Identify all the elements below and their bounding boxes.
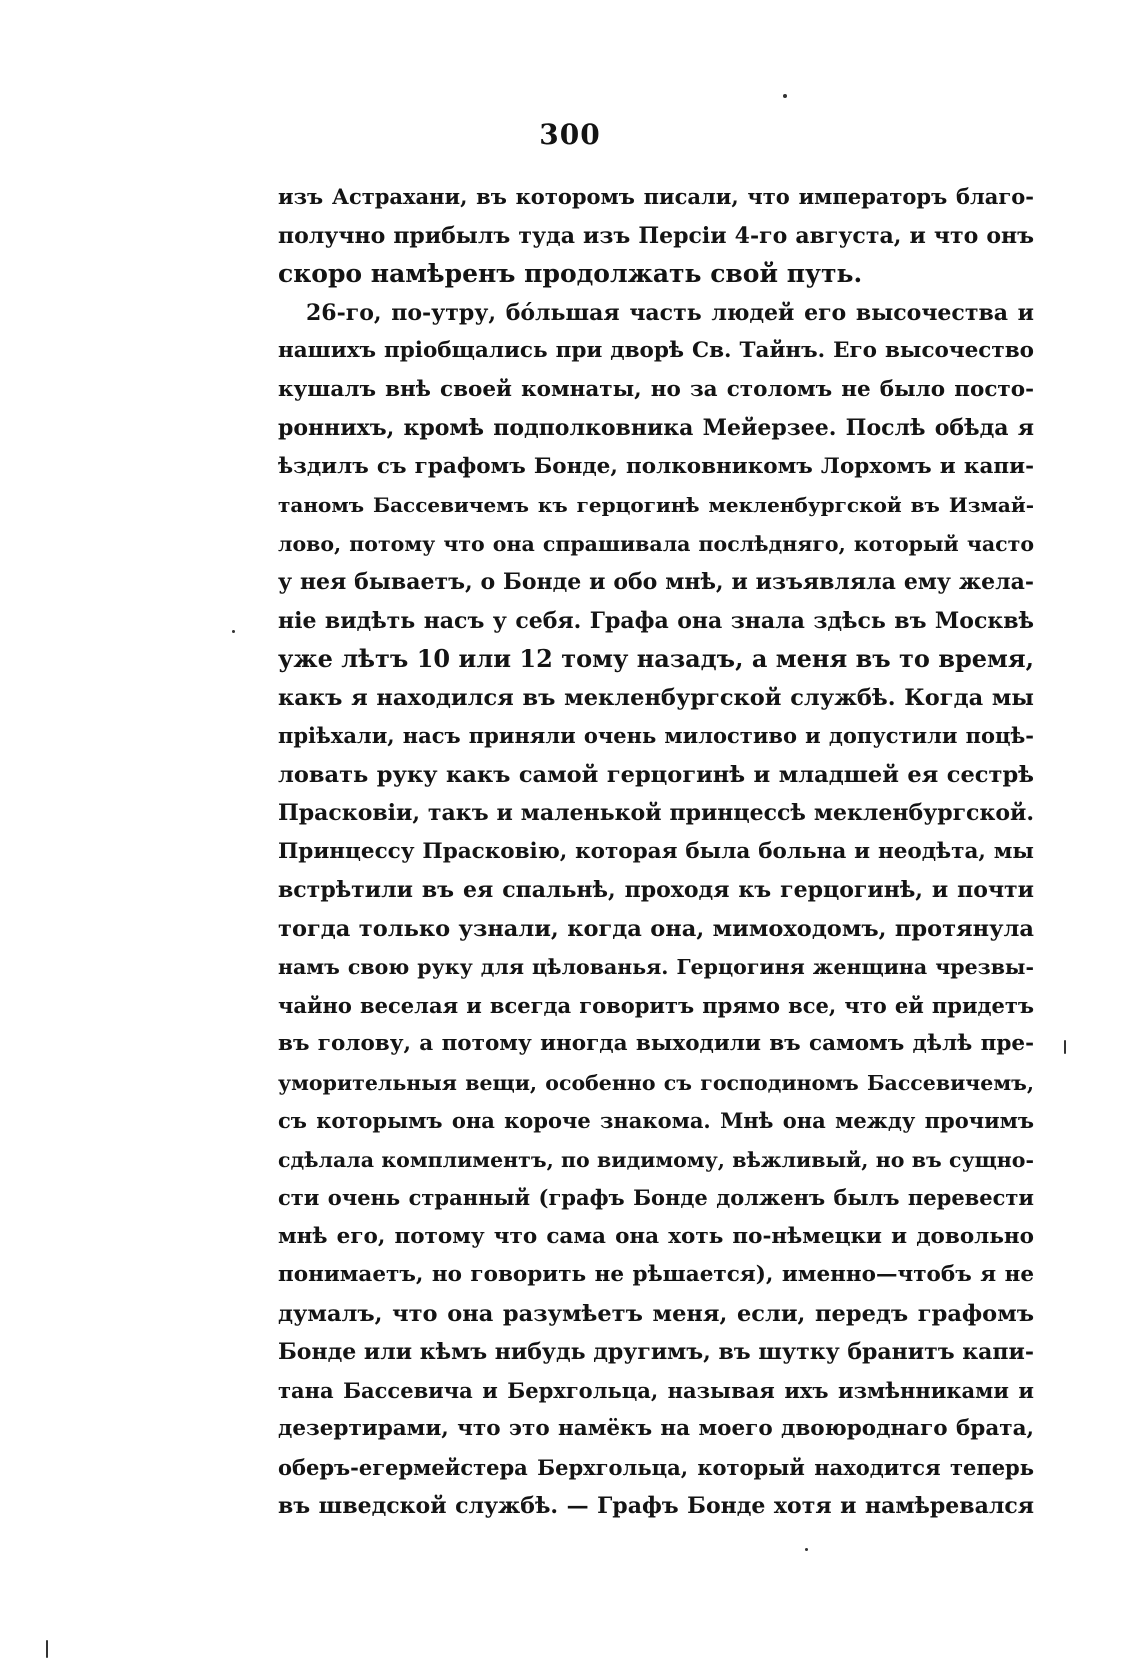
text-line: у нея бываетъ, о Бонде и обо мнѣ, и изъявляла ему жела- [278,569,1034,595]
text-line: лово, потому что она спрашивала послѣдняго, который часто [278,531,1034,556]
scan-speck [783,94,787,98]
text-line: въ шведской службѣ. — Графъ Бонде хотя и намѣревался [278,1493,1034,1519]
text-line: тана Бассевича и Берхгольца, называя ихъ измѣнниками и [278,1377,1034,1403]
text-line: кушалъ внѣ своей комнаты, но за столомъ не было посто- [278,376,1034,402]
scan-speck [1064,1040,1066,1054]
text-line: понимаетъ, но говорить не рѣшается), именно—чтобъ я не [278,1262,1034,1287]
scan-speck [805,1548,808,1551]
text-line: дезертирами, что это намёкъ на моего двоюроднаго брата, [278,1416,1034,1441]
scan-speck [46,1640,48,1658]
text-line: получно прибылъ туда изъ Персіи 4-го августа, и что онъ [278,222,1034,249]
text-line: таномъ Бассевичемъ къ герцогинѣ мекленбургской въ Измай- [278,493,1034,517]
text-line: 26-го, по-утру, бóльшая часть людей его высочества и [306,299,1034,326]
text-line: скоро намѣренъ продолжать свой путь. [278,259,863,288]
text-line: оберъ-егермейстера Берхгольца, который находится теперь [278,1454,1034,1480]
text-line: встрѣтили въ ея спальнѣ, проходя къ герцогинѣ, и почти [278,877,1034,903]
text-line: нашихъ пріобщались при дворѣ Св. Тайнъ. Его высочество [278,338,1034,363]
text-line: Бонде или кѣмъ нибудь другимъ, въ шутку бранитъ капи- [278,1339,1034,1365]
text-line: съ которымъ она короче знакома. Мнѣ она между прочимъ [278,1108,1034,1133]
text-line: чайно веселая и всегда говоритъ прямо все, что ей придетъ [278,992,1034,1018]
text-line: сти очень странный (графъ Бонде долженъ былъ перевести [278,1185,1034,1210]
text-line: намъ свою руку для цѣлованья. Герцогиня женщина чрезвы- [278,955,1034,979]
text-line: ѣздилъ съ графомъ Бонде, полковникомъ Лорхомъ и капи- [278,453,1034,479]
text-line: ніе видѣть насъ у себя. Графа она знала здѣсь въ Москвѣ [278,607,1034,634]
text-line: роннихъ, кромѣ подполковника Мейерзее. Послѣ обѣда я [278,415,1034,441]
text-line: тогда только узнали, когда она, мимоходомъ, протянула [278,915,1034,942]
text-line: изъ Астрахани, въ которомъ писали, что императоръ благо- [278,184,1034,209]
text-line: Принцессу Прасковію, которая была больна и неодѣта, мы [278,838,1034,864]
text-line: сдѣлала комплиментъ, по видимому, вѣжливый, но въ сущно- [278,1147,1034,1172]
text-line: уморительныя вещи, особенно съ господиномъ Бассевичемъ, [278,1070,1034,1095]
text-line: пріѣхали, насъ приняли очень милостиво и допустили поцѣ- [278,723,1034,748]
text-line: ловать руку какъ самой герцогинѣ и младшей ея сестрѣ [278,761,1034,788]
text-line: Прасковіи, такъ и маленькой принцессѣ мекленбургской. [278,800,1034,826]
text-line: какъ я находился въ мекленбургской службѣ. Когда мы [278,684,1034,711]
text-line: уже лѣтъ 10 или 12 тому назадъ, а меня въ то время, [278,644,1034,673]
scan-speck [232,630,235,633]
text-line: въ голову, а потому иногда выходили въ самомъ дѣлѣ пре- [278,1031,1034,1056]
page-number: 300 [539,118,601,151]
text-line: думалъ, что она разумѣетъ меня, если, передъ графомъ [278,1300,1034,1327]
body-text [278,178,1034,1526]
text-line: мнѣ его, потому что сама она хоть по-нѣмецки и довольно [278,1223,1034,1249]
